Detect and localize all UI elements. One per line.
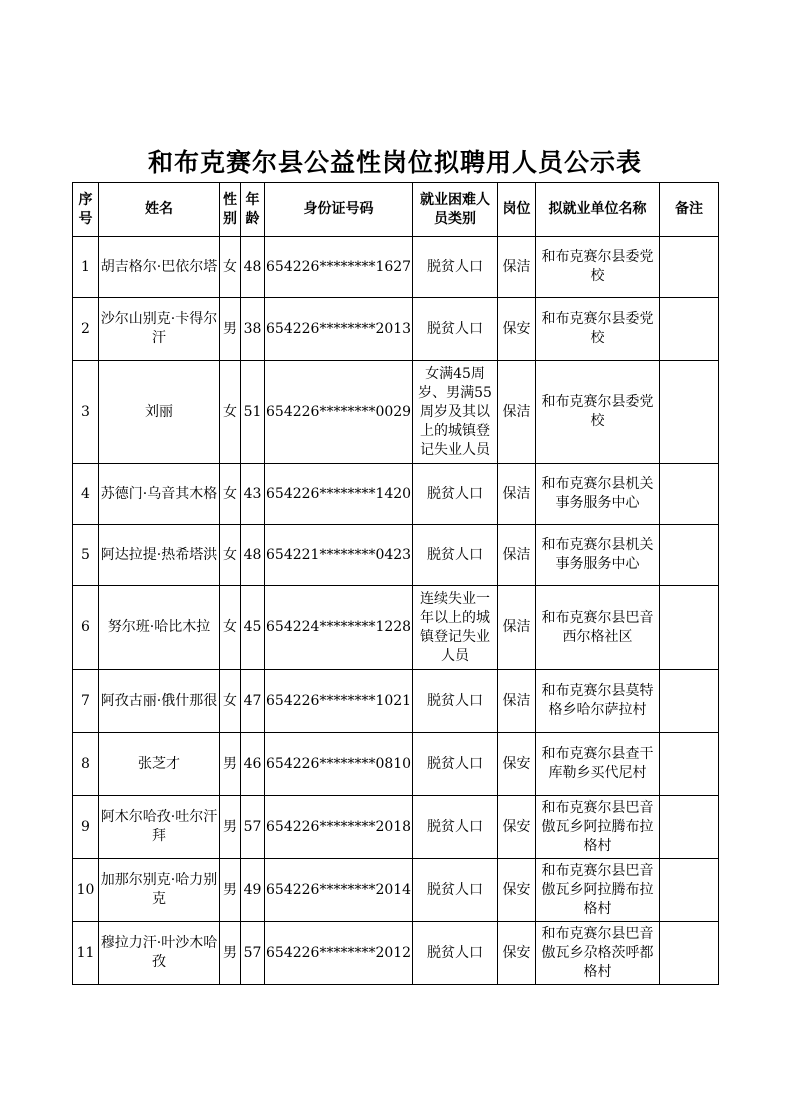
cell-post: 保洁 [498, 237, 536, 298]
cell-id: 654226********2013 [265, 298, 413, 361]
cell-gender: 男 [220, 859, 241, 922]
cell-age: 46 [241, 733, 265, 796]
table-row [73, 859, 719, 922]
cell-gender: 女 [220, 464, 241, 525]
cell-seq: 4 [73, 464, 99, 525]
cell-remark [660, 586, 719, 670]
cell-unit: 和布克赛尔县委党校 [536, 361, 660, 464]
cell-id: 654221********0423 [265, 525, 413, 586]
cell-name: 加那尔别克·哈力别克 [99, 859, 220, 922]
cell-post: 保洁 [498, 586, 536, 670]
cell-category: 脱贫人口 [413, 237, 498, 298]
cell-remark [660, 361, 719, 464]
cell-remark [660, 796, 719, 859]
cell-name: 阿孜古丽·俄什那很 [99, 670, 220, 733]
cell-category: 脱贫人口 [413, 733, 498, 796]
table-row [73, 237, 719, 298]
table-row [73, 586, 719, 670]
header-unit: 拟就业单位名称 [536, 183, 660, 237]
header-age: 年龄 [241, 183, 265, 237]
cell-age: 51 [241, 361, 265, 464]
cell-id: 654226********2018 [265, 796, 413, 859]
cell-id: 654226********0810 [265, 733, 413, 796]
cell-name: 张芝才 [99, 733, 220, 796]
cell-remark [660, 525, 719, 586]
cell-unit: 和布克赛尔县巴音傲瓦乡阿拉腾布拉格村 [536, 796, 660, 859]
cell-name: 努尔班·哈比木拉 [99, 586, 220, 670]
cell-seq: 5 [73, 525, 99, 586]
cell-id: 654226********1627 [265, 237, 413, 298]
cell-age: 57 [241, 922, 265, 985]
cell-age: 47 [241, 670, 265, 733]
cell-age: 57 [241, 796, 265, 859]
personnel-table [72, 182, 719, 985]
cell-unit: 和布克赛尔县莫特格乡哈尔萨拉村 [536, 670, 660, 733]
cell-post: 保洁 [498, 361, 536, 464]
cell-post: 保安 [498, 796, 536, 859]
cell-seq: 6 [73, 586, 99, 670]
table-row [73, 796, 719, 859]
cell-post: 保安 [498, 922, 536, 985]
header-post: 岗位 [498, 183, 536, 237]
cell-age: 49 [241, 859, 265, 922]
header-id: 身份证号码 [265, 183, 413, 237]
cell-gender: 男 [220, 796, 241, 859]
cell-gender: 男 [220, 298, 241, 361]
cell-unit: 和布克赛尔县巴音傲瓦乡阿拉腾布拉格村 [536, 859, 660, 922]
table-row [73, 298, 719, 361]
cell-seq: 9 [73, 796, 99, 859]
cell-name: 刘丽 [99, 361, 220, 464]
cell-seq: 2 [73, 298, 99, 361]
cell-unit: 和布克赛尔县巴音傲瓦乡尕格茨呼都格村 [536, 922, 660, 985]
cell-unit: 和布克赛尔县委党校 [536, 298, 660, 361]
cell-gender: 男 [220, 733, 241, 796]
table-row [73, 361, 719, 464]
cell-category: 脱贫人口 [413, 796, 498, 859]
cell-post: 保安 [498, 733, 536, 796]
cell-id: 654226********1021 [265, 670, 413, 733]
cell-seq: 11 [73, 922, 99, 985]
cell-age: 48 [241, 525, 265, 586]
cell-id: 654224********1228 [265, 586, 413, 670]
cell-category: 脱贫人口 [413, 670, 498, 733]
cell-gender: 男 [220, 922, 241, 985]
cell-id: 654226********0029 [265, 361, 413, 464]
cell-id: 654226********2014 [265, 859, 413, 922]
cell-unit: 和布克赛尔县机关事务服务中心 [536, 464, 660, 525]
cell-category: 脱贫人口 [413, 298, 498, 361]
table-row [73, 922, 719, 985]
cell-gender: 女 [220, 361, 241, 464]
header-seq: 序号 [73, 183, 99, 237]
cell-age: 43 [241, 464, 265, 525]
cell-category: 脱贫人口 [413, 859, 498, 922]
header-name: 姓名 [99, 183, 220, 237]
cell-post: 保洁 [498, 464, 536, 525]
cell-unit: 和布克赛尔县委党校 [536, 237, 660, 298]
table-row [73, 733, 719, 796]
cell-category: 脱贫人口 [413, 464, 498, 525]
cell-seq: 3 [73, 361, 99, 464]
cell-category: 脱贫人口 [413, 525, 498, 586]
cell-seq: 7 [73, 670, 99, 733]
cell-remark [660, 733, 719, 796]
header-remark: 备注 [660, 183, 719, 237]
cell-age: 45 [241, 586, 265, 670]
cell-name: 沙尔山别克·卡得尔汗 [99, 298, 220, 361]
cell-category: 连续失业一年以上的城镇登记失业人员 [413, 586, 498, 670]
cell-seq: 8 [73, 733, 99, 796]
header-category: 就业困难人员类别 [413, 183, 498, 237]
cell-post: 保安 [498, 859, 536, 922]
cell-name: 胡吉格尔·巴依尔塔 [99, 237, 220, 298]
cell-id: 654226********1420 [265, 464, 413, 525]
table-header-row [73, 183, 719, 237]
cell-unit: 和布克赛尔县查干库勒乡买代尼村 [536, 733, 660, 796]
cell-name: 穆拉力汗·叶沙木哈孜 [99, 922, 220, 985]
cell-seq: 10 [73, 859, 99, 922]
cell-unit: 和布克赛尔县巴音西尔格社区 [536, 586, 660, 670]
cell-remark [660, 298, 719, 361]
cell-remark [660, 464, 719, 525]
table-row [73, 464, 719, 525]
cell-gender: 女 [220, 525, 241, 586]
cell-post: 保安 [498, 298, 536, 361]
cell-age: 38 [241, 298, 265, 361]
cell-gender: 女 [220, 670, 241, 733]
table-row [73, 670, 719, 733]
cell-remark [660, 922, 719, 985]
cell-remark [660, 670, 719, 733]
cell-name: 阿木尔哈孜·吐尔汗拜 [99, 796, 220, 859]
cell-unit: 和布克赛尔县机关事务服务中心 [536, 525, 660, 586]
cell-category: 女满45周岁、男满55周岁及其以上的城镇登记失业人员 [413, 361, 498, 464]
page-title: 和布克赛尔县公益性岗位拟聘用人员公示表 [147, 148, 642, 177]
cell-age: 48 [241, 237, 265, 298]
cell-seq: 1 [73, 237, 99, 298]
cell-name: 阿达拉提·热希塔洪 [99, 525, 220, 586]
header-gender: 性别 [220, 183, 241, 237]
cell-post: 保洁 [498, 670, 536, 733]
table-row [73, 525, 719, 586]
cell-id: 654226********2012 [265, 922, 413, 985]
cell-name: 苏德门·乌音其木格 [99, 464, 220, 525]
cell-gender: 女 [220, 586, 241, 670]
cell-post: 保洁 [498, 525, 536, 586]
cell-gender: 女 [220, 237, 241, 298]
cell-category: 脱贫人口 [413, 922, 498, 985]
cell-remark [660, 237, 719, 298]
cell-remark [660, 859, 719, 922]
